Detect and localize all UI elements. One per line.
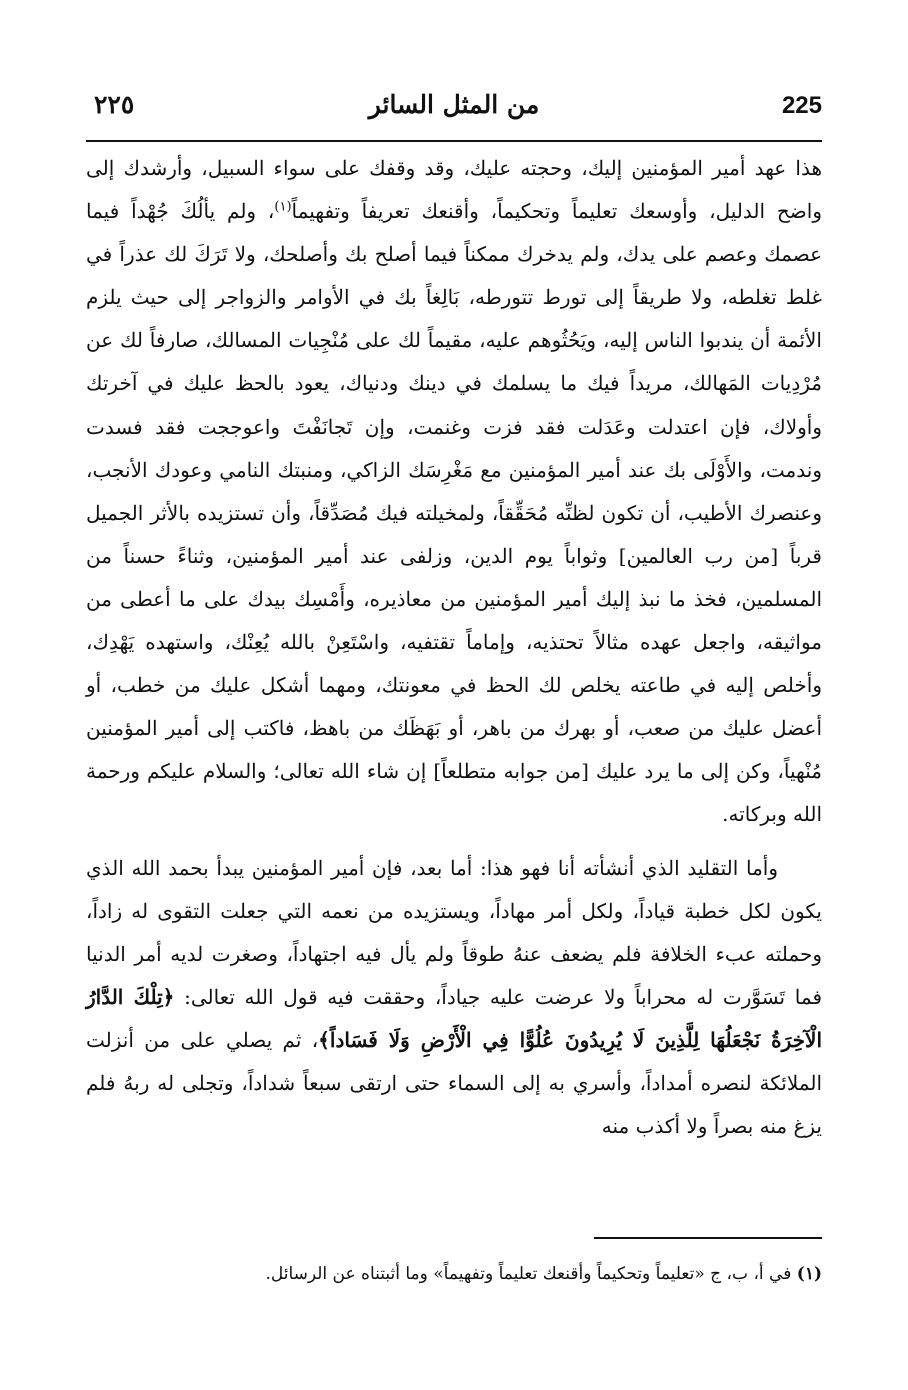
footnote-mark: (١) — [796, 1264, 822, 1284]
paragraph-1-text-cont: ، ولم يألُكَ جُهْداً فيما عصمك وعصم على يدك، ولم يدخرك ممكناً فيما أصلح بك وأصلحك، ولا تَرَكَ لك عذراً في غلط تغلطه، ولا طريقاً إلى تورط تتورطه، بَالِغاً بك في الأوامر والزواجر إلى حيث يلزم الأئمة أن يندبوا الناس إليه، ويَحُثُوهم عليه، مقيماً لك على مُنْجِيات المسالك، صارفاً لك عن مُرْدِيات المَهالك، مريداً فيك ما يسلمك في دينك ودنياك، يعود بالحظ عليك في آخرتك وأولاك، فإن اعتدلت وعَدَلت فقد فزت وغنمت، وإن تَجانَفْتَ واعوججت فقد فسدت وندمت، والأَوْلَى بك عند أمير المؤمنين مع مَغْرِسَك الزاكي، ومنبتك النامي وعودك الأنجب، وعنصرك الأطيب، أن تكون لظنِّه مُحَقِّقاً، ولمخيلته فيك مُصَدِّقاً، وأن تستزيده بالأثر الجميل قرباً [من رب العالمين] وثواباً يوم الدين، وزلفى عند أمير المؤمنين، وثناءً حسناً من المسلمين، فخذ ما نبذ إليك أمير المؤمنين من معاذيره، وأَمْسِك بيدك على ما أعطى من مواثيقه، واجعل عهده مثالاً تحتذيه، وإماماً تقتفيه، واسْتَعِنْ بالله يُعِنْك، واستهده يَهْدِك، وأخلص إليه في طاعته يخلص لك الحظ في معونتك، ومهما أشكل عليك من خطب، أو أعضل عليك من صعب، أو بهرك من باهر، أو بَهَظَك من باهظ، فاكتب إلى أمير المؤمنين مُنْهياً، وكن إلى ما يرد عليك [من جوابه متطلعاً] إن شاء الله تعالى؛ والسلام عليكم ورحمة الله وبركاته. — [86, 199, 822, 827]
paragraph-letter — [86, 147, 822, 837]
footnote-text: في أ، ب، ج «تعليماً وتحكيماً وأقنعك تعليماً وتفهيماً» وما أثبتناه عن الرسائل. — [265, 1264, 792, 1284]
quran-verse: ﴿تِلْكَ الدَّارُ الْآخِرَةُ نَجْعَلُهَا لِلَّذِينَ لَا يُرِيدُونَ عُلُوًّا فِي الْأَرْضِ وَلَا فَسَاداً﴾ — [86, 984, 823, 1052]
footnote-reference: (١) — [274, 199, 292, 215]
page-number-arabic: ٢٢٥ — [94, 90, 135, 119]
main-text — [86, 147, 822, 1148]
paragraph-2-text-cont: ، ثم يصلي على من أنزلت الملائكة لنصره أمداداً، وأسري به إلى السماء حتى ارتقى سبعاً شداداً، وتجلى له ربهُ فلم يزغ منه بصراً ولا أكذب منه — [86, 1027, 822, 1139]
header-rule — [86, 140, 822, 142]
footnote-rule — [594, 1237, 822, 1239]
paragraph-investiture — [86, 847, 822, 1149]
paragraph-2-text: وأما التقليد الذي أنشأته أنا فهو هذا: أما بعد، فإن أمير المؤمنين يبدأ بحمد الله الذي يكون لكل خطبة قياداً، ولكل أمر مهاداً، ويستزيده من نعمه التي جعلت التقوى له زاداً، وحملته عبء الخلافة فلم يضعف عنهُ طوقاً ولم يأل فيه اجتهاداً، وصغرت لديه أمر الدنيا فما تَسَوَّرت له محراباً ولا عرضت عليه جياداً، وحققت فيه قول الله تعالى: — [86, 855, 823, 1009]
page-number-latin: 225 — [781, 92, 822, 119]
paragraph-1-text: هذا عهد أمير المؤمنين إليك، وحجته عليك، وقد وقفك على سواء السبيل، وأرشدك إلى واضح الدليل، وأوسعك تعليماً وتحكيماً، وأقنعك تعريفاً وتفهيماً — [86, 156, 822, 224]
footnote — [86, 1260, 822, 1288]
page-header — [86, 88, 822, 134]
running-title: من المثل السائر — [368, 90, 540, 119]
